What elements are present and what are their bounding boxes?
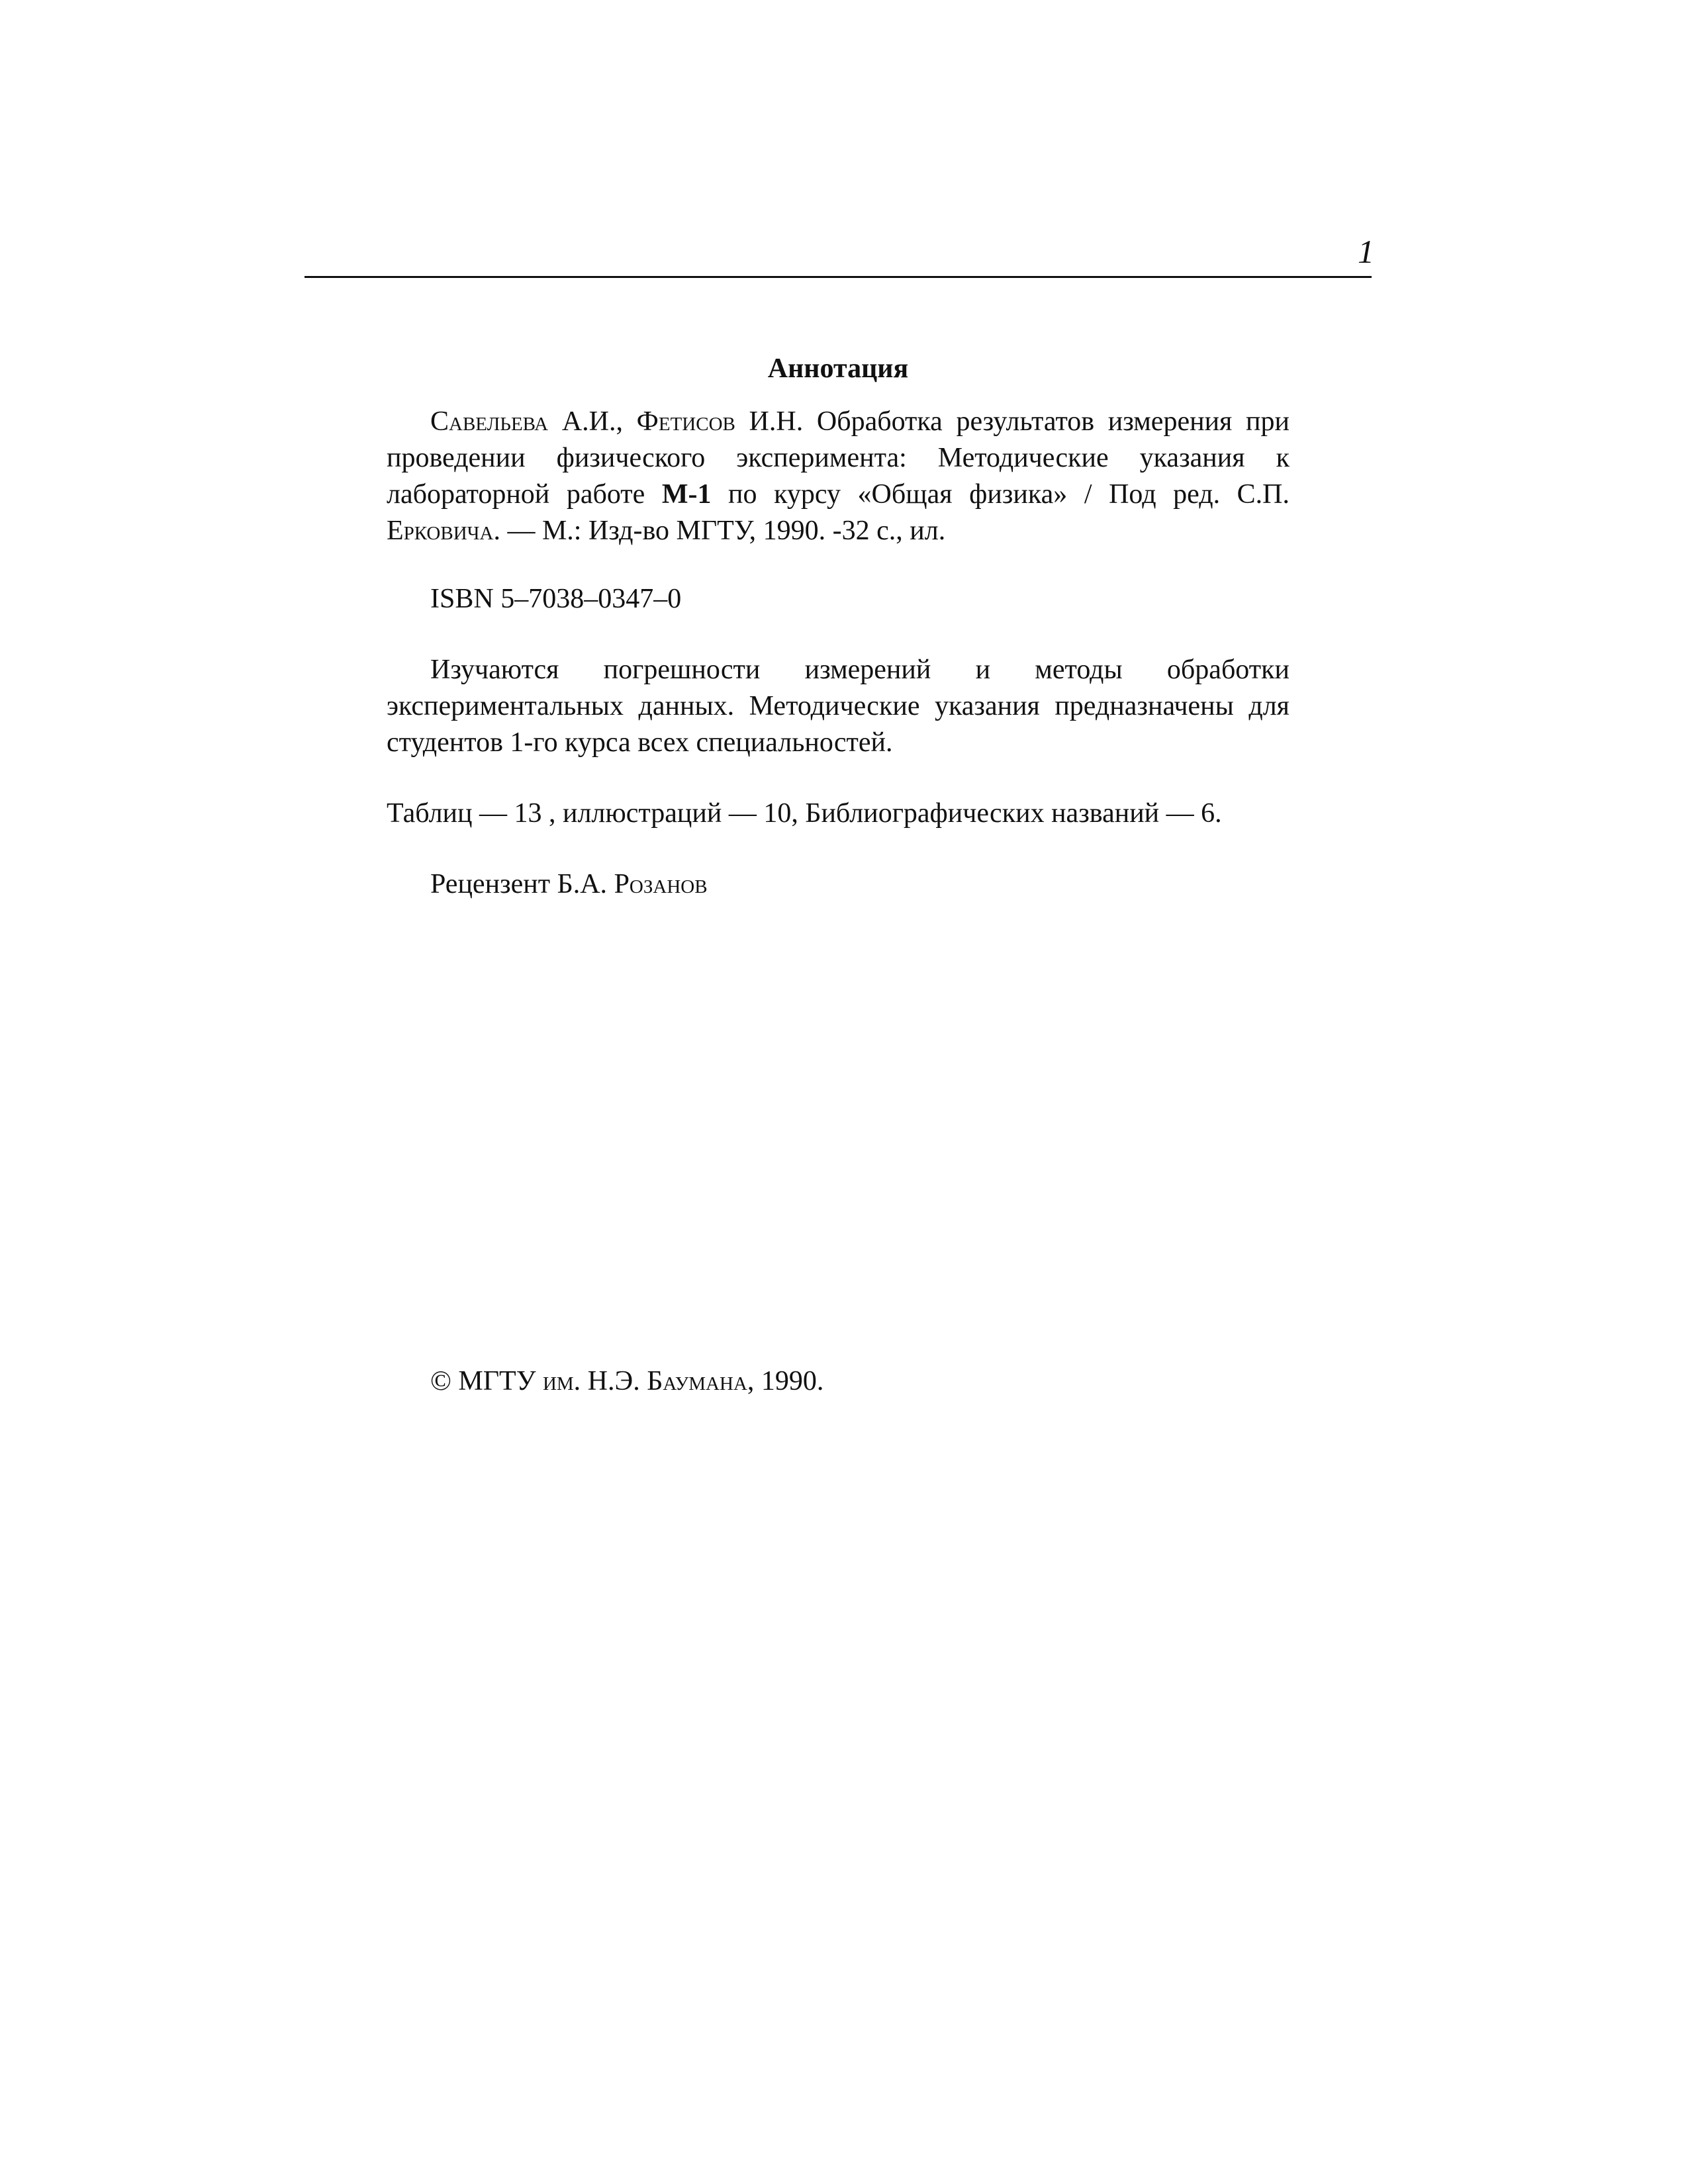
citation-course: по курсу «Общая физика» / Под ред. С.П. — [711, 479, 1289, 510]
stats-paragraph: Таблиц — 13 , иллюстраций — 10, Библиографических названий — 6. — [387, 798, 1222, 829]
header-rule — [305, 276, 1372, 278]
author-2: Фетисов — [636, 406, 735, 437]
publication-info: . — М.: Изд-во МГТУ, 1990. -32 с., ил. — [493, 516, 946, 546]
annotation-title: Аннотация — [767, 353, 909, 384]
copyright-org-name: им. Н.Э. Баумана — [542, 1366, 747, 1396]
copyright-year: , 1990. — [747, 1366, 824, 1396]
reviewer-name: Розанов — [614, 869, 708, 899]
editor-name: Ерковича — [387, 516, 494, 546]
author-1-initials: А.И., — [548, 406, 637, 437]
reviewer-line — [387, 866, 1289, 903]
page-number: 1 — [1358, 233, 1374, 270]
isbn: ISBN 5–7038–0347–0 — [430, 584, 682, 614]
copyright-org: МГТУ — [451, 1366, 543, 1396]
author-1: Савельева — [430, 406, 549, 437]
description-paragraph: Изучаются погрешности измерений и методы обработки экспериментальных данных. Методические указания предназначены для студентов 1-го курса всех специальностей. — [387, 655, 1289, 758]
lab-code: М-1 — [661, 479, 712, 510]
citation-title: Обработка результатов измерения при проведении физического эксперимента: Методические указания к лабораторной работе — [387, 406, 1289, 510]
reviewer-label: Рецензент Б.А. — [430, 869, 614, 899]
copyright-icon: © — [430, 1366, 451, 1396]
copyright-line — [430, 1363, 823, 1400]
annotation-block — [387, 351, 1289, 903]
author-2-initials: И.Н. — [735, 406, 817, 437]
citation-paragraph — [387, 404, 1289, 549]
